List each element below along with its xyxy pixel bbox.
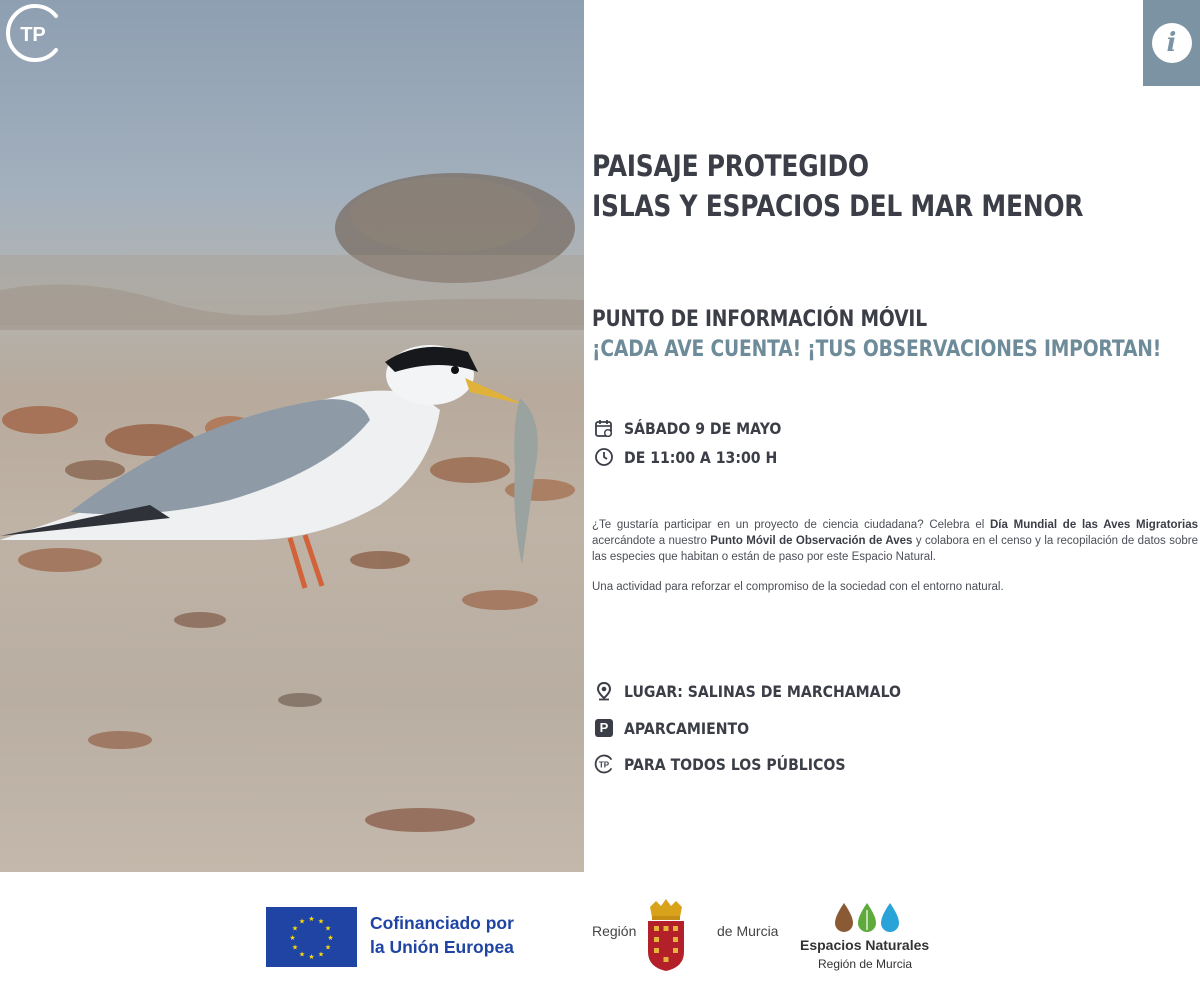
tp-audience-icon	[594, 754, 614, 774]
description-text: ¿Te gustaría participar en un proyecto de ciencia ciudadana? Celebra el	[592, 519, 990, 531]
title-line-2: ISLAS Y ESPACIOS DEL MAR MENOR	[592, 189, 1084, 223]
parking-icon-glyph: P	[595, 719, 613, 737]
eu-cofinancing-text	[370, 911, 514, 959]
svg-text:★: ★	[298, 917, 306, 926]
event-time	[594, 447, 994, 467]
espacios-naturales-region: Región de Murcia	[818, 957, 913, 971]
tp-logo	[0, 0, 66, 66]
svg-text:★: ★	[291, 943, 299, 952]
svg-text:★: ★	[308, 953, 315, 961]
svg-text:★: ★	[324, 943, 332, 952]
murcia-crest-icon	[640, 897, 692, 973]
calendar-icon	[594, 418, 614, 438]
svg-text:★: ★	[308, 915, 315, 923]
region-murcia-right: de Murcia	[717, 923, 779, 939]
svg-text:★: ★	[317, 917, 325, 926]
tp-logo-text: TP	[20, 24, 46, 46]
event-date	[594, 418, 994, 438]
description-highlight: Día Mundial de las Aves Migratorias	[990, 519, 1199, 531]
eu-stars-icon	[266, 907, 357, 967]
description-paragraph-1	[592, 517, 1198, 565]
info-icon: i	[1152, 23, 1192, 63]
svg-text:★: ★	[298, 950, 306, 959]
event-parking	[594, 718, 994, 738]
description-paragraph-2: Una actividad para reforzar el compromiso de la sociedad con el entorno natural.	[592, 581, 1004, 593]
event-location	[594, 681, 994, 701]
subtitle	[592, 305, 1187, 365]
svg-text:★: ★	[317, 950, 325, 959]
info-button[interactable]	[1143, 0, 1200, 86]
svg-text:★: ★	[324, 924, 332, 933]
event-parking-text: APARCAMIENTO	[624, 718, 750, 738]
eu-line-2: la Unión Europea	[370, 937, 514, 957]
eu-line-1: Cofinanciado por	[370, 913, 514, 933]
eu-flag-logo	[266, 907, 357, 967]
espacios-naturales-drops-icon	[832, 900, 902, 934]
event-audience	[594, 754, 994, 774]
description-highlight: Punto Móvil de Observación de Aves	[710, 535, 913, 547]
subtitle-line-1: PUNTO DE INFORMACIÓN MÓVIL	[592, 307, 927, 332]
event-time-text: DE 11:00 A 13:00 H	[624, 447, 778, 467]
description-text: acercándote a nuestro	[592, 535, 711, 547]
tern-bird-illustration	[0, 0, 584, 872]
svg-text:★: ★	[327, 934, 334, 942]
description	[592, 517, 1198, 609]
event-date-text: SÁBADO 9 DE MAYO	[624, 418, 782, 438]
svg-text:★: ★	[291, 924, 299, 933]
subtitle-line-2: ¡CADA AVE CUENTA! ¡TUS OBSERVACIONES IMPORTAN!	[592, 337, 1162, 362]
bird-photo	[0, 0, 584, 872]
clock-icon	[594, 447, 614, 467]
tp-audience-glyph: TP	[598, 760, 610, 770]
svg-text:★: ★	[289, 934, 296, 942]
page-title	[592, 146, 1084, 226]
region-murcia-left: Región	[592, 923, 637, 939]
event-audience-text: PARA TODOS LOS PÚBLICOS	[624, 754, 846, 774]
title-line-1: PAISAJE PROTEGIDO	[592, 149, 869, 183]
event-location-text: LUGAR: SALINAS DE MARCHAMALO	[624, 681, 902, 701]
location-pin-icon	[594, 681, 614, 701]
parking-icon	[594, 718, 614, 738]
espacios-naturales-name: Espacios Naturales	[800, 937, 930, 953]
description-text: y colabora en el censo y la recopilación de datos sobre las especies que habitan o están de paso por este Espacio Natural.	[592, 535, 1198, 563]
